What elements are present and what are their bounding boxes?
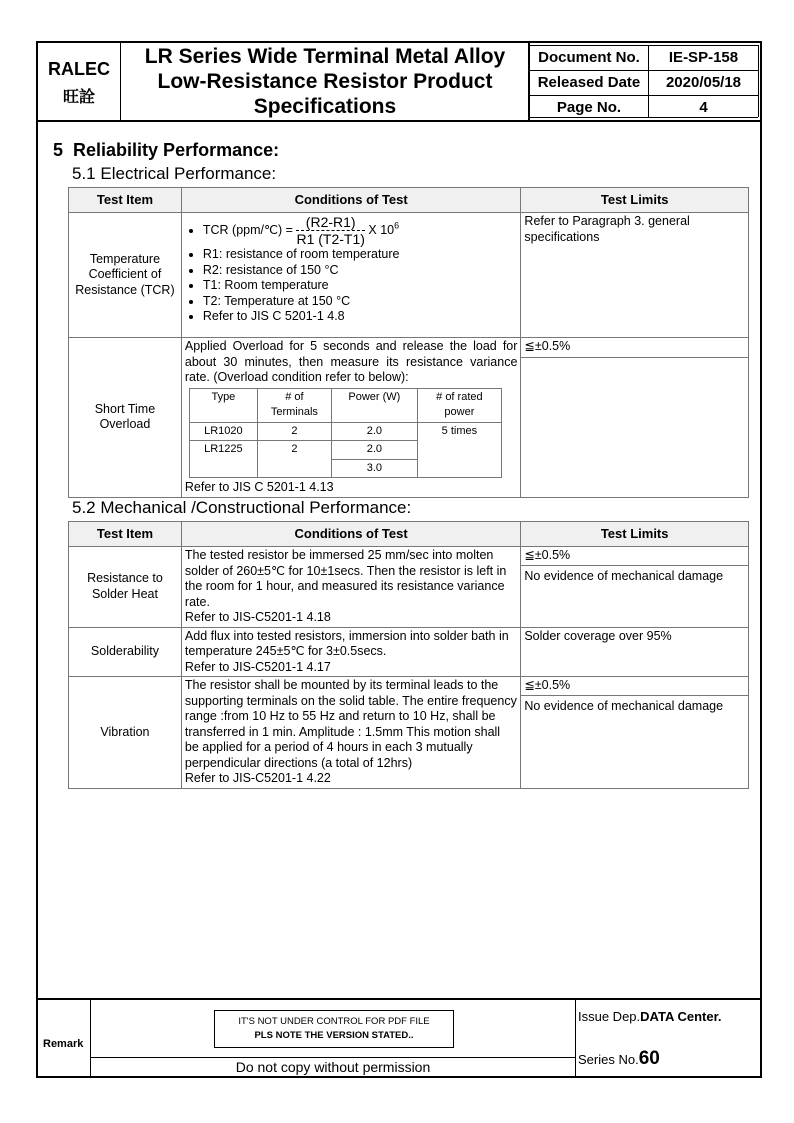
tcr-limit: Refer to Paragraph 3. general specifications xyxy=(521,213,749,338)
list-item: • T2: Temperature at 150 °C xyxy=(203,294,518,310)
col-conditions: Conditions of Test xyxy=(181,188,521,213)
tcr-item: Temperature Coefficient of Resistance (TCR) xyxy=(69,213,182,338)
remark-label: Remark xyxy=(43,1038,84,1050)
subsection-number: 5.2 xyxy=(72,498,96,517)
issue-dep xyxy=(578,1009,722,1024)
section-heading xyxy=(53,140,279,161)
document-no-value: IE-SP-158 xyxy=(668,49,739,66)
solderability-item: Solderability xyxy=(69,627,182,677)
header-divider xyxy=(758,45,759,117)
document-title xyxy=(122,44,528,119)
mechanical-heading xyxy=(72,498,411,518)
formula-numerator: (R2-R1) xyxy=(296,214,364,231)
overload-text: Applied Overload for 5 seconds and release the load for about 30 minutes, then measure its resistance variance rate. (Overload condition refer to below): xyxy=(184,339,518,384)
company-chinese-name: 旺詮 xyxy=(62,89,95,106)
list-item: • Refer to JIS C 5201-1 4.8 xyxy=(203,309,518,325)
formula-fraction xyxy=(296,214,364,247)
page-no-label: Page No. xyxy=(556,99,622,116)
list-item: • R1: resistance of room temperature xyxy=(203,247,518,263)
col-limits: Test Limits xyxy=(521,188,749,213)
inner-cell: 2.0 xyxy=(331,441,417,460)
inner-cell: 2 xyxy=(257,441,331,478)
table-row xyxy=(69,213,749,338)
table-header-row xyxy=(69,188,749,213)
solderability-limit: Solder coverage over 95% xyxy=(521,627,749,677)
overload-conditions xyxy=(181,338,521,498)
table-header-row xyxy=(69,522,749,547)
header-divider xyxy=(120,41,121,121)
series-value: 60 xyxy=(638,1048,660,1069)
inner-header: Type xyxy=(189,388,257,422)
series-label: Series No. xyxy=(578,1052,639,1067)
inner-cell: 2 xyxy=(257,422,331,441)
list-item: • R2: resistance of 150 °C xyxy=(203,263,518,279)
page-no-value: 4 xyxy=(699,99,708,116)
overload-limit-value: ≦±0.5% xyxy=(521,338,748,358)
table-row xyxy=(69,627,749,677)
inner-cell: 5 times xyxy=(417,422,501,478)
solder-heat-item: Resistance to Solder Heat xyxy=(69,547,182,628)
condition-text: Add flux into tested resistors, immersion into solder bath in temperature 245±5℃ for 3±0.5secs. xyxy=(184,628,509,658)
pdf-notice-box xyxy=(214,1010,454,1048)
electrical-heading xyxy=(72,164,276,184)
mechanical-table xyxy=(68,521,749,789)
notice-line: IT'S NOT UNDER CONTROL FOR PDF FILE xyxy=(238,1016,430,1027)
col-test-item: Test Item xyxy=(69,188,182,213)
electrical-table xyxy=(68,187,749,498)
released-date-label: Released Date xyxy=(537,74,641,91)
limit-value: ≦±0.5% xyxy=(521,677,748,696)
inner-cell: LR1020 xyxy=(189,422,257,441)
copy-notice: Do not copy without permission xyxy=(235,1059,431,1075)
overload-item: Short Time Overload xyxy=(69,338,182,498)
footer-top-rule xyxy=(36,998,762,1000)
formula-exponent: 6 xyxy=(394,220,400,231)
vibration-item: Vibration xyxy=(69,677,182,789)
issue-value: DATA Center. xyxy=(640,1009,722,1024)
col-conditions: Conditions of Test xyxy=(181,522,520,547)
subsection-title: Mechanical /Constructional Performance: xyxy=(100,498,412,517)
table-row xyxy=(69,338,749,498)
inner-header: # of Terminals xyxy=(257,388,331,422)
limit-value: No evidence of mechanical damage xyxy=(524,698,724,713)
subsection-title: Electrical Performance: xyxy=(100,164,277,183)
formula-prefix: TCR (ppm/℃) = xyxy=(202,222,293,237)
table-row xyxy=(69,547,749,628)
header-bottom-rule xyxy=(36,120,762,122)
tcr-formula xyxy=(203,214,518,247)
footer-divider xyxy=(90,1057,576,1058)
inner-cell: 2.0 xyxy=(331,422,417,441)
condition-text: The resistor shall be mounted by its terminal leads to the supporting terminals on the solid table. The entire frequency range :from 10 Hz to 55 Hz and return to 10 Hz, shall be transferred in 1 min. Amplitude : 1.5mm This motion shall be applied for a period of 4 hours in each 3 mutually perpendicular directions (a total of 12hrs) xyxy=(184,678,517,770)
subsection-number: 5.1 xyxy=(72,164,96,183)
condition-refer: Refer to JIS-C5201-1 4.17 xyxy=(184,659,331,674)
condition-refer: Refer to JIS-C5201-1 4.18 xyxy=(184,610,331,624)
limit-value: ≦±0.5% xyxy=(521,547,748,566)
overload-refer: Refer to JIS C 5201-1 4.13 xyxy=(184,480,334,494)
table-row xyxy=(69,677,749,789)
overload-condition-table xyxy=(189,388,502,479)
title-line: Specifications xyxy=(253,95,397,118)
formula-denominator: R1 (T2-T1) xyxy=(296,231,365,247)
tcr-conditions xyxy=(181,213,521,338)
company-name: RALEC xyxy=(48,59,110,79)
formula-suffix: X 10 xyxy=(368,222,395,237)
inner-cell: LR1225 xyxy=(189,441,257,478)
inner-header: # of rated power xyxy=(417,388,501,422)
condition-text: The tested resistor be immersed 25 mm/sec into molten solder of 260±5℃ for 10±1secs. Then the resistor is left in the room for 1 hour, and measured its resistance variance rate. xyxy=(184,548,507,609)
section-number: 5 xyxy=(53,140,64,160)
title-line: LR Series Wide Terminal Metal Alloy xyxy=(144,45,506,68)
inner-cell: 3.0 xyxy=(331,459,417,478)
document-no-label: Document No. xyxy=(538,49,640,66)
section-title: Reliability Performance: xyxy=(73,140,280,160)
vibration-limits xyxy=(521,677,749,789)
vibration-conditions xyxy=(181,677,520,789)
condition-refer: Refer to JIS-C5201-1 4.22 xyxy=(184,771,331,785)
tcr-bullets xyxy=(185,214,518,325)
company-logo xyxy=(38,43,120,119)
series-no xyxy=(578,1048,660,1070)
issue-label: Issue Dep. xyxy=(578,1009,641,1024)
inner-header: Power (W) xyxy=(331,388,417,422)
col-limits: Test Limits xyxy=(521,522,749,547)
limit-value: No evidence of mechanical damage xyxy=(524,568,724,583)
solder-heat-conditions xyxy=(181,547,520,628)
col-test-item: Test Item xyxy=(69,522,182,547)
title-line: Low-Resistance Resistor Product xyxy=(157,70,493,93)
solder-heat-limits xyxy=(521,547,749,628)
notice-line: PLS NOTE THE VERSION STATED.. xyxy=(254,1030,414,1041)
overload-limit xyxy=(521,338,749,498)
released-date-value: 2020/05/18 xyxy=(665,74,742,91)
list-item: • T1: Room temperature xyxy=(203,278,518,294)
solderability-conditions xyxy=(181,627,520,677)
